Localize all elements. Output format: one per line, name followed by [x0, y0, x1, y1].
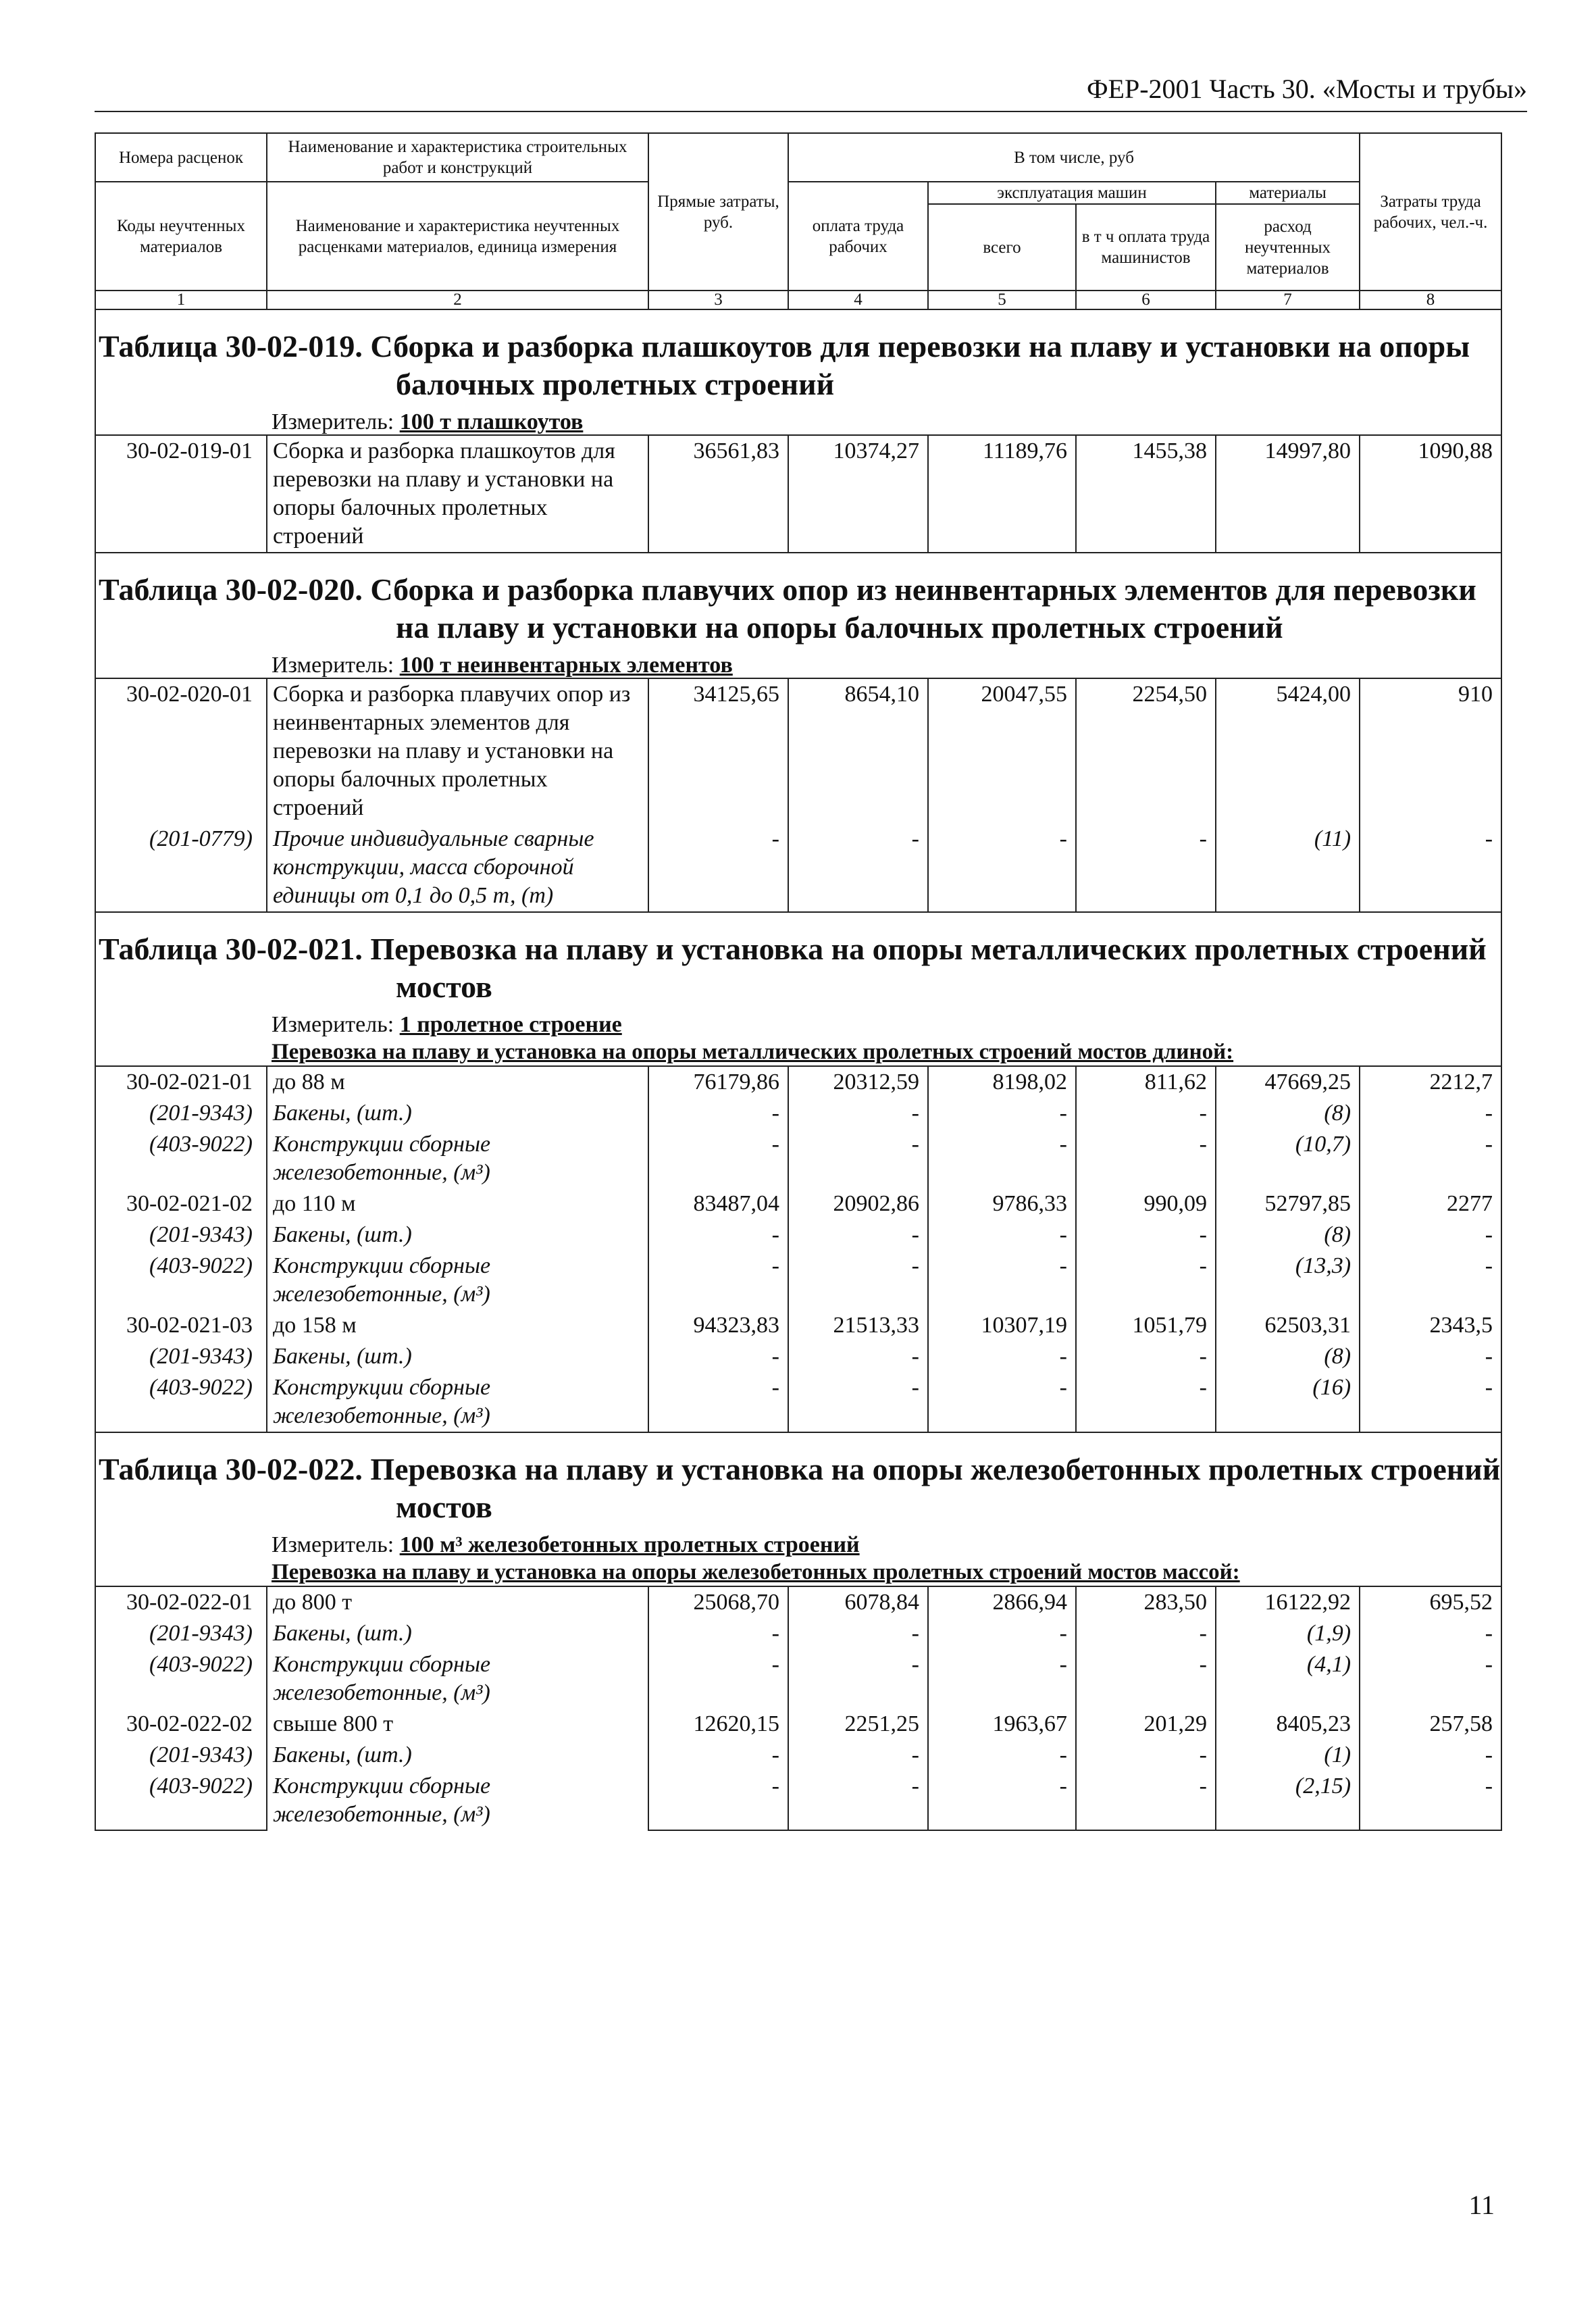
machine-cost: -: [928, 1771, 1076, 1830]
machinist-wage: 1051,79: [1076, 1310, 1216, 1341]
material-row: [95, 1129, 1501, 1188]
rate-code: 30-02-020-01: [95, 678, 267, 824]
direct-cost: -: [648, 1098, 788, 1129]
machinist-wage: -: [1076, 1341, 1216, 1372]
rate-code: (403-9022): [95, 1129, 267, 1188]
rate-code: (201-9343): [95, 1740, 267, 1771]
rate-code: (403-9022): [95, 1649, 267, 1709]
hdr-machines: эксплуатация машин: [928, 182, 1216, 204]
material-cost: 8405,23: [1216, 1709, 1360, 1740]
worker-wage: -: [788, 1372, 928, 1432]
work-name: Прочие индивидуальные сварные конструкции, масса сборочной единицы от 0,1 до 0,5 т, (т): [267, 824, 648, 912]
machine-cost: 10307,19: [928, 1310, 1076, 1341]
worker-wage: -: [788, 1740, 928, 1771]
section-title: Таблица 30-02-021. Перевозка на плаву и установка на опоры металлических пролетных строений мостов: [99, 932, 1487, 1004]
work-name: Бакены, (шт.): [267, 1219, 648, 1251]
material-row: [95, 1649, 1501, 1709]
section-4-title-row: [95, 1432, 1501, 1526]
rate-row: [95, 678, 1501, 824]
material-cost: 16122,92: [1216, 1586, 1360, 1618]
section-1-title-row: [95, 309, 1501, 403]
rate-code: (201-0779): [95, 824, 267, 912]
measure-label: Измеритель:: [272, 1012, 400, 1037]
direct-cost: 36561,83: [648, 435, 788, 553]
material-cost: (1): [1216, 1740, 1360, 1771]
direct-cost: -: [648, 1740, 788, 1771]
work-name: до 88 м: [267, 1066, 648, 1098]
work-name: Бакены, (шт.): [267, 1098, 648, 1129]
section-3-title-row: [95, 912, 1501, 1006]
rate-code: (201-9343): [95, 1219, 267, 1251]
rate-code: 30-02-022-01: [95, 1586, 267, 1618]
labor-hours: -: [1360, 1341, 1501, 1372]
machine-cost: -: [928, 1618, 1076, 1649]
worker-wage: 10374,27: [788, 435, 928, 553]
work-name: Конструкции сборные железобетонные, (м³): [267, 1771, 648, 1830]
section-1-measure-row: [95, 403, 1501, 435]
rate-code: (201-9343): [95, 1341, 267, 1372]
material-row: [95, 1372, 1501, 1432]
labor-hours: 2343,5: [1360, 1310, 1501, 1341]
machine-cost: 20047,55: [928, 678, 1076, 824]
machinist-wage: -: [1076, 1251, 1216, 1310]
rate-row: [95, 435, 1501, 553]
hdr-direct: Прямые затраты, руб.: [648, 133, 788, 291]
machine-cost: 11189,76: [928, 435, 1076, 553]
material-cost: (8): [1216, 1341, 1360, 1372]
machinist-wage: -: [1076, 824, 1216, 912]
worker-wage: -: [788, 1219, 928, 1251]
direct-cost: -: [648, 1649, 788, 1709]
machine-cost: 2866,94: [928, 1586, 1076, 1618]
work-name: Конструкции сборные железобетонные, (м³): [267, 1129, 648, 1188]
section-title-cell: [95, 553, 1501, 647]
measure-label: Измеритель:: [272, 653, 400, 678]
section-title: Таблица 30-02-019. Сборка и разборка плашкоутов для перевозки на плаву и установки на опоры балочных пролетных строений: [99, 329, 1470, 401]
measure-value: 100 т плашкоутов: [399, 409, 584, 434]
direct-cost: -: [648, 1771, 788, 1830]
hdr-in-total: В том числе, руб: [788, 133, 1360, 182]
machinist-wage: -: [1076, 1129, 1216, 1188]
labor-hours: 910: [1360, 678, 1501, 824]
column-numbers-row: [95, 291, 1501, 309]
material-cost: (8): [1216, 1219, 1360, 1251]
rate-row: [95, 1586, 1501, 1618]
worker-wage: -: [788, 1618, 928, 1649]
machine-cost: -: [928, 1098, 1076, 1129]
worker-wage: 8654,10: [788, 678, 928, 824]
rate-code: (403-9022): [95, 1372, 267, 1432]
labor-hours: -: [1360, 1649, 1501, 1709]
material-row: [95, 1098, 1501, 1129]
machinist-wage: -: [1076, 1618, 1216, 1649]
labor-hours: -: [1360, 1219, 1501, 1251]
machine-cost: 9786,33: [928, 1188, 1076, 1219]
rate-code: 30-02-021-01: [95, 1066, 267, 1098]
material-cost: 62503,31: [1216, 1310, 1360, 1341]
material-row: [95, 824, 1501, 912]
labor-hours: 2277: [1360, 1188, 1501, 1219]
worker-wage: -: [788, 824, 928, 912]
machinist-wage: 201,29: [1076, 1709, 1216, 1740]
work-name: Конструкции сборные железобетонные, (м³): [267, 1372, 648, 1432]
rate-code: (403-9022): [95, 1771, 267, 1830]
section-4-subheader-row: [95, 1557, 1501, 1586]
material-cost: 14997,80: [1216, 435, 1360, 553]
machine-cost: -: [928, 824, 1076, 912]
worker-wage: 21513,33: [788, 1310, 928, 1341]
material-cost: 5424,00: [1216, 678, 1360, 824]
direct-cost: 34125,65: [648, 678, 788, 824]
material-row: [95, 1341, 1501, 1372]
hdr-labor: Затраты труда рабочих, чел.-ч.: [1360, 133, 1501, 291]
labor-hours: 695,52: [1360, 1586, 1501, 1618]
direct-cost: -: [648, 1372, 788, 1432]
measure-value: 100 м³ железобетонных пролетных строений: [399, 1532, 860, 1557]
hdr-machines-wage: в т ч оплата труда машинистов: [1076, 204, 1216, 291]
machine-cost: -: [928, 1372, 1076, 1432]
rate-code: (201-9343): [95, 1618, 267, 1649]
section-title: Таблица 30-02-022. Перевозка на плаву и установка на опоры железобетонных пролетных строений мостов: [99, 1452, 1501, 1524]
machine-cost: 1963,67: [928, 1709, 1076, 1740]
section-title-cell: [95, 1432, 1501, 1526]
machinist-wage: -: [1076, 1372, 1216, 1432]
labor-hours: -: [1360, 1771, 1501, 1830]
worker-wage: -: [788, 1129, 928, 1188]
material-row: [95, 1618, 1501, 1649]
measure-cell: [95, 1526, 1501, 1557]
worker-wage: 2251,25: [788, 1709, 928, 1740]
worker-wage: -: [788, 1771, 928, 1830]
col-number: 7: [1216, 291, 1360, 309]
worker-wage: -: [788, 1098, 928, 1129]
section-title-cell: [95, 912, 1501, 1006]
measure-label: Измеритель:: [272, 409, 400, 434]
hdr-code-bottom: Коды неучтенных материалов: [95, 182, 267, 291]
labor-hours: -: [1360, 1618, 1501, 1649]
worker-wage: 20312,59: [788, 1066, 928, 1098]
measure-cell: [95, 647, 1501, 678]
section-4-measure-row: [95, 1526, 1501, 1557]
material-cost: (1,9): [1216, 1618, 1360, 1649]
material-row: [95, 1740, 1501, 1771]
rate-code: (201-9343): [95, 1098, 267, 1129]
direct-cost: -: [648, 1618, 788, 1649]
machine-cost: -: [928, 1649, 1076, 1709]
material-cost: (2,15): [1216, 1771, 1360, 1830]
material-cost: (8): [1216, 1098, 1360, 1129]
direct-cost: 12620,15: [648, 1709, 788, 1740]
labor-hours: 257,58: [1360, 1709, 1501, 1740]
work-name: Бакены, (шт.): [267, 1740, 648, 1771]
section-title: Таблица 30-02-020. Сборка и разборка плавучих опор из неинвентарных элементов для перевозки на плаву и установки на опоры балочных пролетных строений: [99, 572, 1476, 645]
material-cost: 47669,25: [1216, 1066, 1360, 1098]
material-cost: (4,1): [1216, 1649, 1360, 1709]
subheader-text: Перевозка на плаву и установка на опоры железобетонных пролетных строений мостов массой:: [95, 1557, 1501, 1586]
labor-hours: -: [1360, 1740, 1501, 1771]
rate-row: [95, 1310, 1501, 1341]
direct-cost: -: [648, 1129, 788, 1188]
work-name: Бакены, (шт.): [267, 1618, 648, 1649]
rates-table: [95, 132, 1502, 1831]
material-cost: (10,7): [1216, 1129, 1360, 1188]
hdr-wage: оплата труда рабочих: [788, 182, 928, 291]
hdr-machines-all: всего: [928, 204, 1076, 291]
labor-hours: -: [1360, 1372, 1501, 1432]
measure-value: 100 т неинвентарных элементов: [399, 653, 733, 678]
rate-code: 30-02-019-01: [95, 435, 267, 553]
rate-code: 30-02-021-02: [95, 1188, 267, 1219]
section-3-subheader-row: [95, 1037, 1501, 1066]
work-name: Сборка и разборка плашкоутов для перевозки на плаву и установки на опоры балочных пролетных строений: [267, 435, 648, 553]
machinist-wage: 283,50: [1076, 1586, 1216, 1618]
worker-wage: -: [788, 1649, 928, 1709]
machine-cost: -: [928, 1219, 1076, 1251]
worker-wage: -: [788, 1251, 928, 1310]
machinist-wage: -: [1076, 1771, 1216, 1830]
direct-cost: 25068,70: [648, 1586, 788, 1618]
labor-hours: 2212,7: [1360, 1066, 1501, 1098]
hdr-materials: материалы: [1216, 182, 1360, 204]
labor-hours: 1090,88: [1360, 435, 1501, 553]
material-row: [95, 1771, 1501, 1830]
material-cost: 52797,85: [1216, 1188, 1360, 1219]
hdr-name-bottom: Наименование и характеристика неучтенных расценками материалов, единица измерения: [267, 182, 648, 291]
machine-cost: -: [928, 1129, 1076, 1188]
machinist-wage: 2254,50: [1076, 678, 1216, 824]
direct-cost: -: [648, 824, 788, 912]
direct-cost: 76179,86: [648, 1066, 788, 1098]
work-name: Конструкции сборные железобетонные, (м³): [267, 1649, 648, 1709]
direct-cost: -: [648, 1341, 788, 1372]
material-cost: (16): [1216, 1372, 1360, 1432]
machine-cost: 8198,02: [928, 1066, 1076, 1098]
direct-cost: 94323,83: [648, 1310, 788, 1341]
col-number: 2: [267, 291, 648, 309]
work-name: Конструкции сборные железобетонные, (м³): [267, 1251, 648, 1310]
measure-cell: [95, 1006, 1501, 1037]
col-number: 6: [1076, 291, 1216, 309]
machine-cost: -: [928, 1251, 1076, 1310]
worker-wage: 6078,84: [788, 1586, 928, 1618]
machine-cost: -: [928, 1341, 1076, 1372]
measure-label: Измеритель:: [272, 1532, 400, 1557]
measure-value: 1 пролетное строение: [399, 1012, 622, 1037]
material-row: [95, 1251, 1501, 1310]
labor-hours: -: [1360, 1129, 1501, 1188]
machinist-wage: -: [1076, 1098, 1216, 1129]
col-number: 8: [1360, 291, 1501, 309]
work-name: Бакены, (шт.): [267, 1341, 648, 1372]
labor-hours: -: [1360, 824, 1501, 912]
work-name: до 158 м: [267, 1310, 648, 1341]
rate-row: [95, 1709, 1501, 1740]
header-rule: [95, 111, 1527, 112]
worker-wage: 20902,86: [788, 1188, 928, 1219]
col-number: 4: [788, 291, 928, 309]
machinist-wage: 811,62: [1076, 1066, 1216, 1098]
col-number: 1: [95, 291, 267, 309]
subheader-text: Перевозка на плаву и установка на опоры металлических пролетных строений мостов длиной:: [95, 1037, 1501, 1066]
hdr-code-top: Номера расценок: [95, 133, 267, 182]
work-name: свыше 800 т: [267, 1709, 648, 1740]
machinist-wage: -: [1076, 1219, 1216, 1251]
machinist-wage: 1455,38: [1076, 435, 1216, 553]
section-2-measure-row: [95, 647, 1501, 678]
page-header: ФЕР-2001 Часть 30. «Мосты и трубы»: [1086, 74, 1527, 104]
hdr-materials-sub: расход неучтенных материалов: [1216, 204, 1360, 291]
material-cost: (11): [1216, 824, 1360, 912]
rate-row: [95, 1188, 1501, 1219]
machinist-wage: -: [1076, 1649, 1216, 1709]
machine-cost: -: [928, 1740, 1076, 1771]
page-number: 11: [1468, 2190, 1495, 2220]
section-2-title-row: [95, 553, 1501, 647]
worker-wage: -: [788, 1341, 928, 1372]
labor-hours: -: [1360, 1098, 1501, 1129]
direct-cost: -: [648, 1219, 788, 1251]
col-number: 5: [928, 291, 1076, 309]
rate-code: 30-02-022-02: [95, 1709, 267, 1740]
machinist-wage: 990,09: [1076, 1188, 1216, 1219]
work-name: до 800 т: [267, 1586, 648, 1618]
rate-code: 30-02-021-03: [95, 1310, 267, 1341]
work-name: Сборка и разборка плавучих опор из неинвентарных элементов для перевозки на плаву и установки на опоры балочных пролетных строений: [267, 678, 648, 824]
section-title-cell: [95, 309, 1501, 403]
hdr-name-top: Наименование и характеристика строительных работ и конструкций: [267, 133, 648, 182]
measure-cell: [95, 403, 1501, 435]
material-cost: (13,3): [1216, 1251, 1360, 1310]
machinist-wage: -: [1076, 1740, 1216, 1771]
section-3-measure-row: [95, 1006, 1501, 1037]
col-number: 3: [648, 291, 788, 309]
work-name: до 110 м: [267, 1188, 648, 1219]
labor-hours: -: [1360, 1251, 1501, 1310]
material-row: [95, 1219, 1501, 1251]
direct-cost: 83487,04: [648, 1188, 788, 1219]
rate-code: (403-9022): [95, 1251, 267, 1310]
rate-row: [95, 1066, 1501, 1098]
direct-cost: -: [648, 1251, 788, 1310]
